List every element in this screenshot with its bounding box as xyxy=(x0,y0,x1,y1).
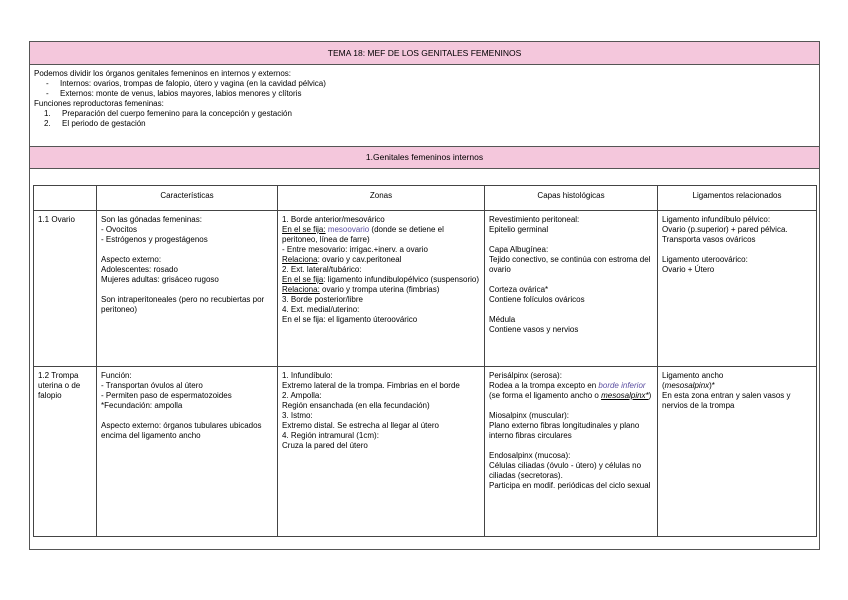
cell-zonas: 1. Infundíbulo: Extremo lateral de la trompa. Fimbrias en el borde 2. Ampolla: Región ensanchada (en ella fecundación) 3. Istmo: Extremo distal. Se estrecha al llegar al útero 4. Región intramural (1cm): Cruza la pared del útero xyxy=(278,367,485,537)
functions-title: Funciones reproductoras femeninas: xyxy=(34,99,164,108)
col-header xyxy=(34,186,97,211)
intro-bullet: - Internos: ovarios, trompas de falopio, útero y vagina (en la cavidad pélvica) xyxy=(46,79,326,88)
function-item: 2. El periodo de gestación xyxy=(44,119,146,128)
section-title: 1.Genitales femeninos internos xyxy=(30,146,819,169)
cell-ligamentos: Ligamento infundíbulo pélvico: Ovario (p.superior) + pared pélvica. Transporta vasos ováricos Ligamento uteroovárico: Ovario + Útero xyxy=(658,211,817,367)
cell-capas: Revestimiento peritoneal: Epitelio germinal Capa Albugínea: Tejido conectivo, se continúa con estroma del ovario Corteza ovárica* Contiene folículos ováricos Médula Contiene vasos y nervios xyxy=(485,211,658,367)
cell-capas: Perisálpinx (serosa): Rodea a la trompa excepto en borde inferior (se forma el ligamento ancho o mesosalpinx*) Miosalpinx (muscular): Plano externo fibras longitudinales y plano interno fibras circulares Endosalpinx (mucosa): Células ciliadas (óvulo - útero) y células no ciliadas (secretoras). Participa en modif. periódicas del ciclo sexual xyxy=(485,367,658,537)
organs-table xyxy=(33,185,817,537)
cell-ligamentos: Ligamento ancho (mesosalpinx)* En esta zona entran y salen vasos y nervios de la trompa xyxy=(658,367,817,537)
cell-caracteristicas: Son las gónadas femeninas: - Ovocitos - Estrógenos y progestágenos Aspecto externo: Adolescentes: rosado Mujeres adultas: grisáceo rugoso Son intraperitoneales (pero no recubiertas por peritoneo) xyxy=(97,211,278,367)
col-header: Ligamentos relacionados xyxy=(658,186,817,211)
table-header-row xyxy=(34,186,817,211)
row-label: 1.2 Trompa uterina o de falopio xyxy=(34,367,97,537)
col-header: Capas histológicas xyxy=(485,186,658,211)
cell-zonas: 1. Borde anterior/mesovárico En el se fija: mesoovario (donde se detiene el peritoneo, línea de farre) - Entre mesovario: irrigac.+inerv. a ovario Relaciona: ovario y cav.peritoneal 2. Ext. lateral/tubárico: En el se fija: ligamento infundibulopélvico (suspensorio) Relaciona: ovario y trompa uterina (fimbrias) 3. Borde posterior/libre 4. Ext. medial/uterino: En el se fija: el ligamento úteroovárico xyxy=(278,211,485,367)
intro-line: Podemos dividir los órganos genitales femeninos en internos y externos: xyxy=(34,69,292,78)
col-header: Zonas xyxy=(278,186,485,211)
table-row-trompa xyxy=(34,367,817,537)
row-label: 1.1 Ovario xyxy=(34,211,97,367)
page-title: TEMA 18: MEF DE LOS GENITALES FEMENINOS xyxy=(30,42,819,65)
document-frame xyxy=(29,41,820,550)
function-item: 1. Preparación del cuerpo femenino para la concepción y gestación xyxy=(44,109,292,118)
cell-caracteristicas: Función: - Transportan óvulos al útero - Permiten paso de espermatozoides *Fecundación: ampolla Aspecto externo: órganos tubulares ubicados encima del ligamento ancho xyxy=(97,367,278,537)
intro-text xyxy=(34,69,814,129)
table-row-ovario xyxy=(34,211,817,367)
intro-bullet: - Externos: monte de venus, labios mayores, labios menores y clítoris xyxy=(46,89,302,98)
col-header: Características xyxy=(97,186,278,211)
